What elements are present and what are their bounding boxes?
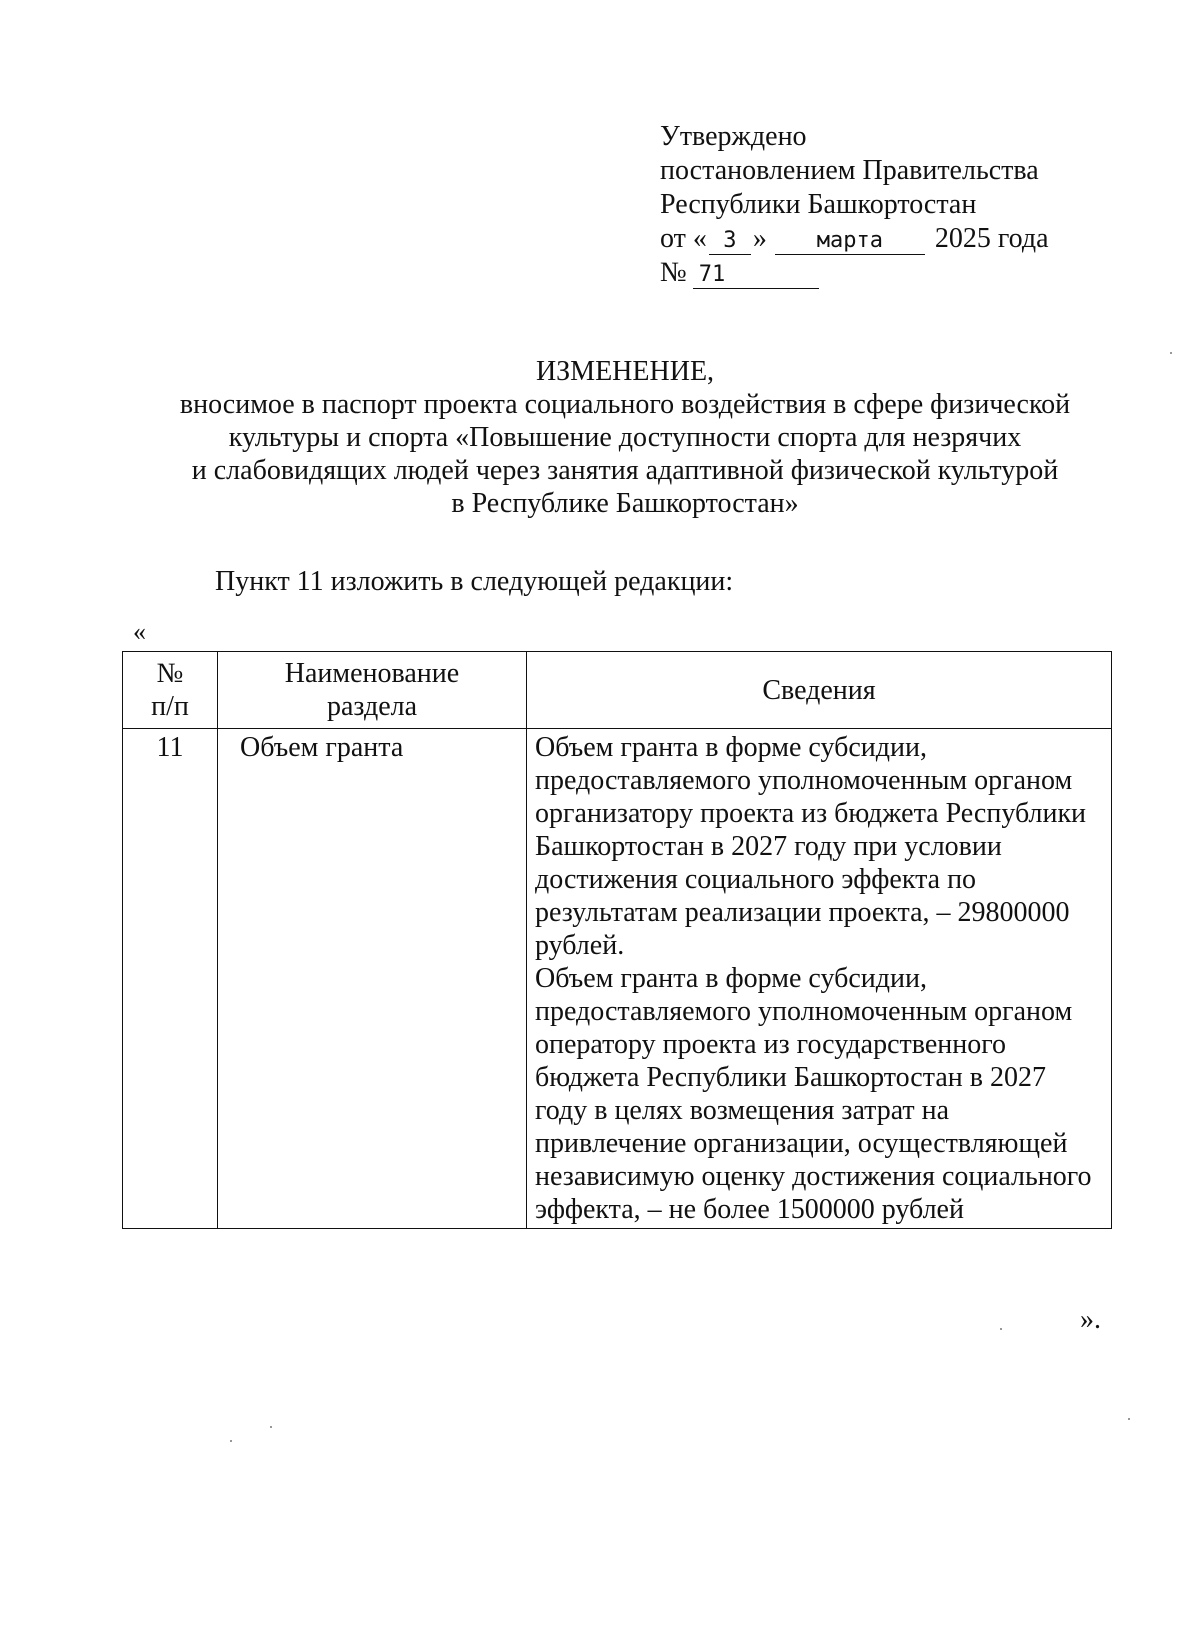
row-number: 11 — [123, 729, 218, 1229]
heading-line-1: вносимое в паспорт проекта социального воздействия в сфере физической — [179, 389, 1071, 420]
number-field: 71 — [693, 262, 819, 289]
number-prefix: № — [660, 257, 687, 288]
intro-text: Пункт 11 изложить в следующей редакции: — [215, 566, 734, 597]
header-number — [123, 652, 218, 729]
date-day-field: 3 — [709, 228, 751, 255]
change-table — [122, 651, 1112, 1229]
heading-line-4: в Республике Башкортостан» — [451, 488, 799, 519]
scan-speck — [1128, 1418, 1130, 1420]
date-month-field: марта — [775, 228, 925, 255]
closing-quote: ». — [1080, 1304, 1101, 1335]
header-number-line1: № — [156, 658, 184, 689]
date-year: 2025 года — [934, 223, 1049, 254]
date-mid: » — [752, 223, 767, 254]
header-number-line2: п/п — [151, 691, 189, 722]
heading-line-2: культуры и спорта «Повышение доступности спорта для незрячих — [228, 422, 1022, 453]
scan-speck — [1170, 352, 1172, 354]
approval-number-line — [660, 256, 1049, 290]
heading-line-3: и слабовидящих людей через занятия адаптивной физической культурой — [191, 455, 1059, 486]
row-info — [527, 729, 1112, 1229]
document-heading — [130, 355, 1120, 520]
table-row — [123, 729, 1112, 1229]
opening-quote: « — [133, 617, 146, 646]
info-paragraph-2: Объем гранта в форме субсидии, предоставляемого уполномоченным органом оператору проекта из государственного бюджета Республики Башкортостан в 2027 году в целях возмещения затрат на привлечение организации, осуществляющей независимую оценку достижения социального эффекта, – не более 1500000 рублей — [535, 963, 1092, 1225]
approval-date-line — [660, 222, 1049, 256]
scan-speck — [230, 1440, 232, 1442]
approval-line-resolution: постановлением Правительства — [660, 155, 1039, 186]
header-info: Сведения — [527, 652, 1112, 729]
table-header-row — [123, 652, 1112, 729]
approval-line-republic: Республики Башкортостан — [660, 189, 977, 220]
header-name-line2: раздела — [326, 691, 418, 722]
heading-title: ИЗМЕНЕНИЕ, — [535, 356, 715, 387]
row-section-name: Объем гранта — [218, 729, 527, 1229]
approval-block — [660, 120, 1049, 290]
scan-speck — [1000, 1328, 1002, 1330]
date-prefix: от « — [660, 223, 707, 254]
header-name-line1: Наименование — [284, 658, 460, 689]
scan-speck — [270, 1426, 272, 1428]
approval-line-approved: Утверждено — [660, 121, 807, 152]
info-paragraph-1: Объем гранта в форме субсидии, предоставляемого уполномоченным органом организатору проекта из бюджета Республики Башкортостан в 2027 году при условии достижения социального эффекта по результатам реализации проекта, – 29800000 рублей. — [535, 732, 1087, 961]
header-section-name — [218, 652, 527, 729]
